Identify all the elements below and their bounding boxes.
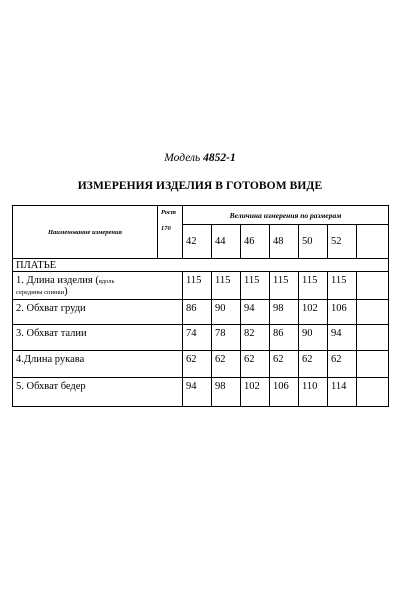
- cell-value: 106: [270, 378, 299, 407]
- row-name: 3. Обхват талии: [13, 325, 183, 351]
- size-header: 46: [241, 225, 270, 259]
- model-heading: [0, 152, 400, 164]
- cell-value: 94: [328, 325, 357, 351]
- header-size-values: Величина измерения по размерам: [183, 206, 389, 225]
- cell-value: 86: [183, 300, 212, 325]
- cell-value: 98: [212, 378, 241, 407]
- cell-value: [357, 378, 389, 407]
- cell-value: 110: [299, 378, 328, 407]
- table-row: [13, 378, 389, 407]
- row-name: [13, 272, 183, 300]
- header-height: [158, 206, 183, 259]
- height-label: Рост: [161, 209, 176, 216]
- section-label: ПЛАТЬЕ: [13, 259, 389, 272]
- header-measurement-name: Наименование измерения: [13, 206, 158, 259]
- table-row: [13, 272, 389, 300]
- row-name: 2. Обхват груди: [13, 300, 183, 325]
- row-note-b: середины спинки: [16, 289, 65, 296]
- cell-value: 115: [241, 272, 270, 300]
- cell-value: 115: [212, 272, 241, 300]
- cell-value: 62: [328, 351, 357, 378]
- row-name: 5. Обхват бедер: [13, 378, 183, 407]
- size-header: 52: [328, 225, 357, 259]
- cell-value: 114: [328, 378, 357, 407]
- cell-value: 62: [270, 351, 299, 378]
- cell-value: [357, 325, 389, 351]
- row-note-open: (: [92, 275, 99, 286]
- cell-value: 90: [299, 325, 328, 351]
- cell-value: 74: [183, 325, 212, 351]
- row-name-text: 1. Длина изделия: [16, 275, 93, 286]
- cell-value: 62: [241, 351, 270, 378]
- cell-value: 62: [183, 351, 212, 378]
- cell-value: 94: [183, 378, 212, 407]
- measurements-table: [12, 205, 389, 407]
- model-label: Модель: [164, 152, 201, 164]
- size-header: [357, 225, 389, 259]
- model-number: 4852-1: [203, 152, 236, 164]
- cell-value: 115: [270, 272, 299, 300]
- cell-value: 102: [241, 378, 270, 407]
- row-note-a: вдоль: [98, 278, 115, 285]
- cell-value: 115: [328, 272, 357, 300]
- cell-value: [357, 351, 389, 378]
- table-row: [13, 325, 389, 351]
- page-title: ИЗМЕРЕНИЯ ИЗДЕЛИЯ В ГОТОВОМ ВИДЕ: [77, 180, 323, 192]
- cell-value: [357, 272, 389, 300]
- size-header: 42: [183, 225, 212, 259]
- table-row: [13, 351, 389, 378]
- cell-value: 94: [241, 300, 270, 325]
- table-row: [13, 300, 389, 325]
- size-header: 44: [212, 225, 241, 259]
- cell-value: 78: [212, 325, 241, 351]
- size-header: 50: [299, 225, 328, 259]
- cell-value: 102: [299, 300, 328, 325]
- cell-value: 106: [328, 300, 357, 325]
- row-note-close: ): [64, 286, 68, 297]
- size-header: 48: [270, 225, 299, 259]
- cell-value: 115: [183, 272, 212, 300]
- height-value: 170: [161, 225, 171, 232]
- row-name: 4.Длина рукава: [13, 351, 183, 378]
- cell-value: 62: [299, 351, 328, 378]
- cell-value: 86: [270, 325, 299, 351]
- cell-value: 62: [212, 351, 241, 378]
- cell-value: 82: [241, 325, 270, 351]
- cell-value: 98: [270, 300, 299, 325]
- cell-value: 90: [212, 300, 241, 325]
- cell-value: [357, 300, 389, 325]
- cell-value: 115: [299, 272, 328, 300]
